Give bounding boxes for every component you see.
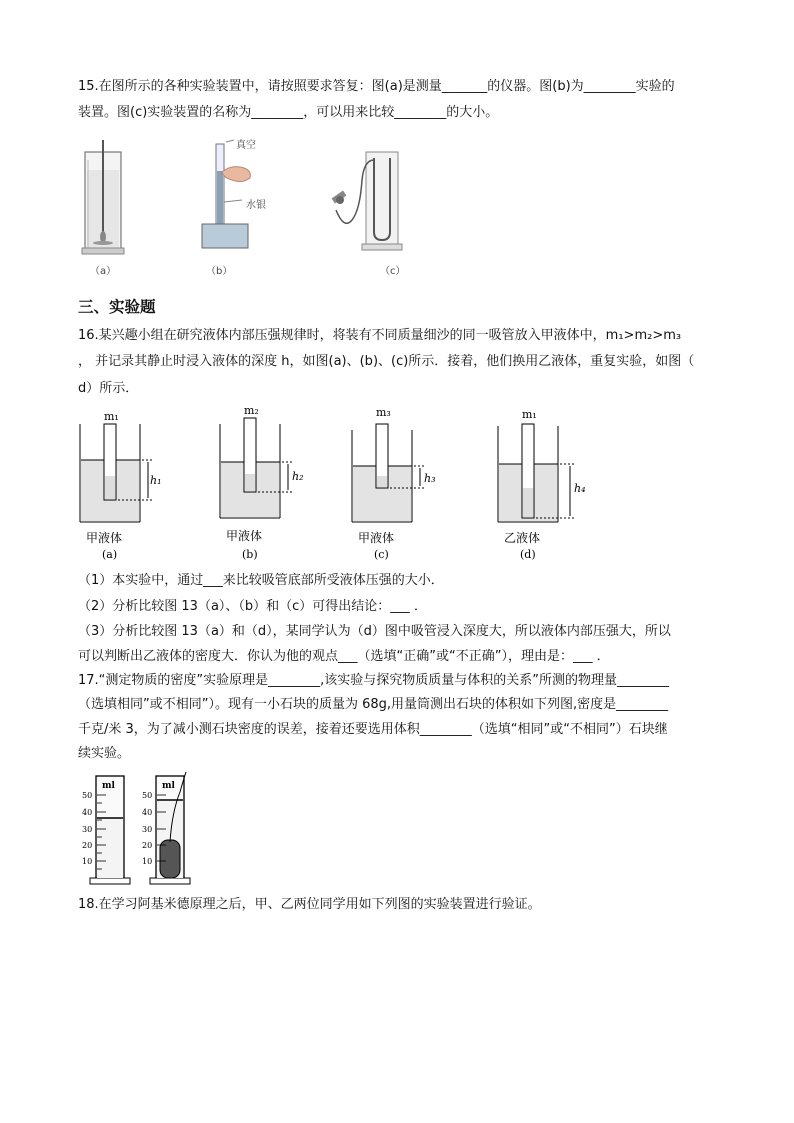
q16-b-h: h₂	[292, 470, 304, 483]
q15-figure-c	[330, 150, 410, 254]
cylinder-left-tick-50: 50	[82, 791, 93, 800]
q16-a-liquid: 甲液体	[86, 531, 123, 545]
q16-a-mass: m₁	[104, 410, 119, 423]
q16-c-label: (c)	[374, 548, 389, 561]
q16-a-label: (a)	[102, 548, 118, 561]
q16-c-mass: m₃	[376, 406, 391, 419]
cylinder-left-tick-30: 30	[82, 825, 93, 834]
q15-line2: 装置。图(c)实验装置的名称为________，可以用来比较________的大小。	[78, 105, 499, 120]
cylinder-right-tick-50: 50	[142, 791, 153, 800]
q15-b-vacuum-label: 真空	[236, 140, 256, 151]
q16-d-h: h₄	[574, 482, 586, 495]
q16-line1: 16.某兴趣小组在研究液体内部压强规律时，将装有不同质量细沙的同一吸管放入甲液体中，m₁>m₂>m₃	[78, 328, 682, 343]
section-3-title: 三、实验题	[78, 298, 156, 316]
q15-figure-b	[196, 136, 276, 254]
q16-d-liquid: 乙液体	[504, 531, 541, 545]
q17-line3: 千克/米 3，为了减小测石块密度的误差，接着还要选用体积________（选填“相同”或“不相同”）石块继	[78, 722, 668, 737]
q15-caption-c: （c）	[380, 266, 406, 277]
q16-sub1: （1）本实验中，通过___来比较吸管底部所受液体压强的大小．	[78, 573, 444, 588]
q16-b-mass: m₂	[244, 404, 259, 417]
q18-line1: 18.在学习阿基米德原理之后，甲、乙两位同学用如下列图的实验装置进行验证。	[78, 897, 541, 912]
q16-c-liquid: 甲液体	[358, 531, 395, 545]
q16-c-h: h₃	[424, 472, 436, 485]
cylinder-left-unit: ml	[102, 781, 115, 791]
cylinder-right-unit: ml	[162, 781, 175, 791]
q16-b-label: (b)	[242, 548, 258, 561]
q16-figure-c	[350, 404, 450, 564]
cylinder-right-tick-40: 40	[142, 808, 153, 817]
q15-caption-b: （b）	[206, 266, 233, 277]
q15-line1: 15.在图所示的各种实验装置中，请按照要求答复：图(a)是测量_______的仪器。图(b)为________实验的	[78, 79, 675, 94]
cylinder-left	[82, 776, 130, 884]
q17-line2: （选填相同”或不相同”）。现有一小石块的质量为 68g,用量筒测出石块的体积如下列图,密度是________	[78, 697, 669, 712]
q15-figure-a	[78, 140, 128, 258]
q16-sub3b: 可以判断出乙液体的密度大．你认为他的观点___（选填“正确”或“不正确”），理由是：___ ．	[78, 649, 610, 664]
q16-figure-b	[218, 404, 318, 564]
q17-line4: 续实验。	[78, 746, 131, 761]
cylinder-right	[142, 772, 190, 884]
q16-figure-d	[496, 404, 606, 564]
cylinder-left-tick-10: 10	[82, 857, 93, 866]
q16-figure-a	[78, 404, 178, 564]
cylinder-left-tick-40: 40	[82, 808, 93, 817]
q16-d-label: (d)	[520, 548, 536, 561]
q16-a-h: h₁	[150, 474, 162, 487]
q16-b-liquid: 甲液体	[226, 529, 263, 543]
cylinder-right-tick-10: 10	[142, 857, 153, 866]
cylinder-left-tick-20: 20	[82, 841, 93, 850]
q17-line1: 17.“测定物质的密度”实验原理是________,该实验与探究物质质量与体积的关系”所测的物理量________	[78, 673, 670, 688]
cylinder-right-tick-30: 30	[142, 825, 153, 834]
q16-line2: ， 并记录其静止时浸入液体的深度 h，如图(a)、(b)、(c)所示．接着，他们换用乙液体，重复实验，如图（	[78, 354, 695, 369]
q16-sub2: （2）分析比较图 13（a）、（b）和（c）可得出结论：___ ．	[78, 599, 427, 614]
q15-caption-a: （a）	[90, 266, 117, 277]
q15-b-mercury-label: 水银	[246, 200, 266, 211]
cylinder-right-tick-20: 20	[142, 841, 153, 850]
q16-d-mass: m₁	[522, 408, 537, 421]
q16-sub3a: （3）分析比较图 13（a）和（d），某同学认为（d）图中吸管浸入深度大，所以液体内部压强大，所以	[78, 624, 671, 639]
q16-line3: d）所示．	[78, 381, 139, 396]
q17-cylinders-figure	[82, 770, 194, 890]
